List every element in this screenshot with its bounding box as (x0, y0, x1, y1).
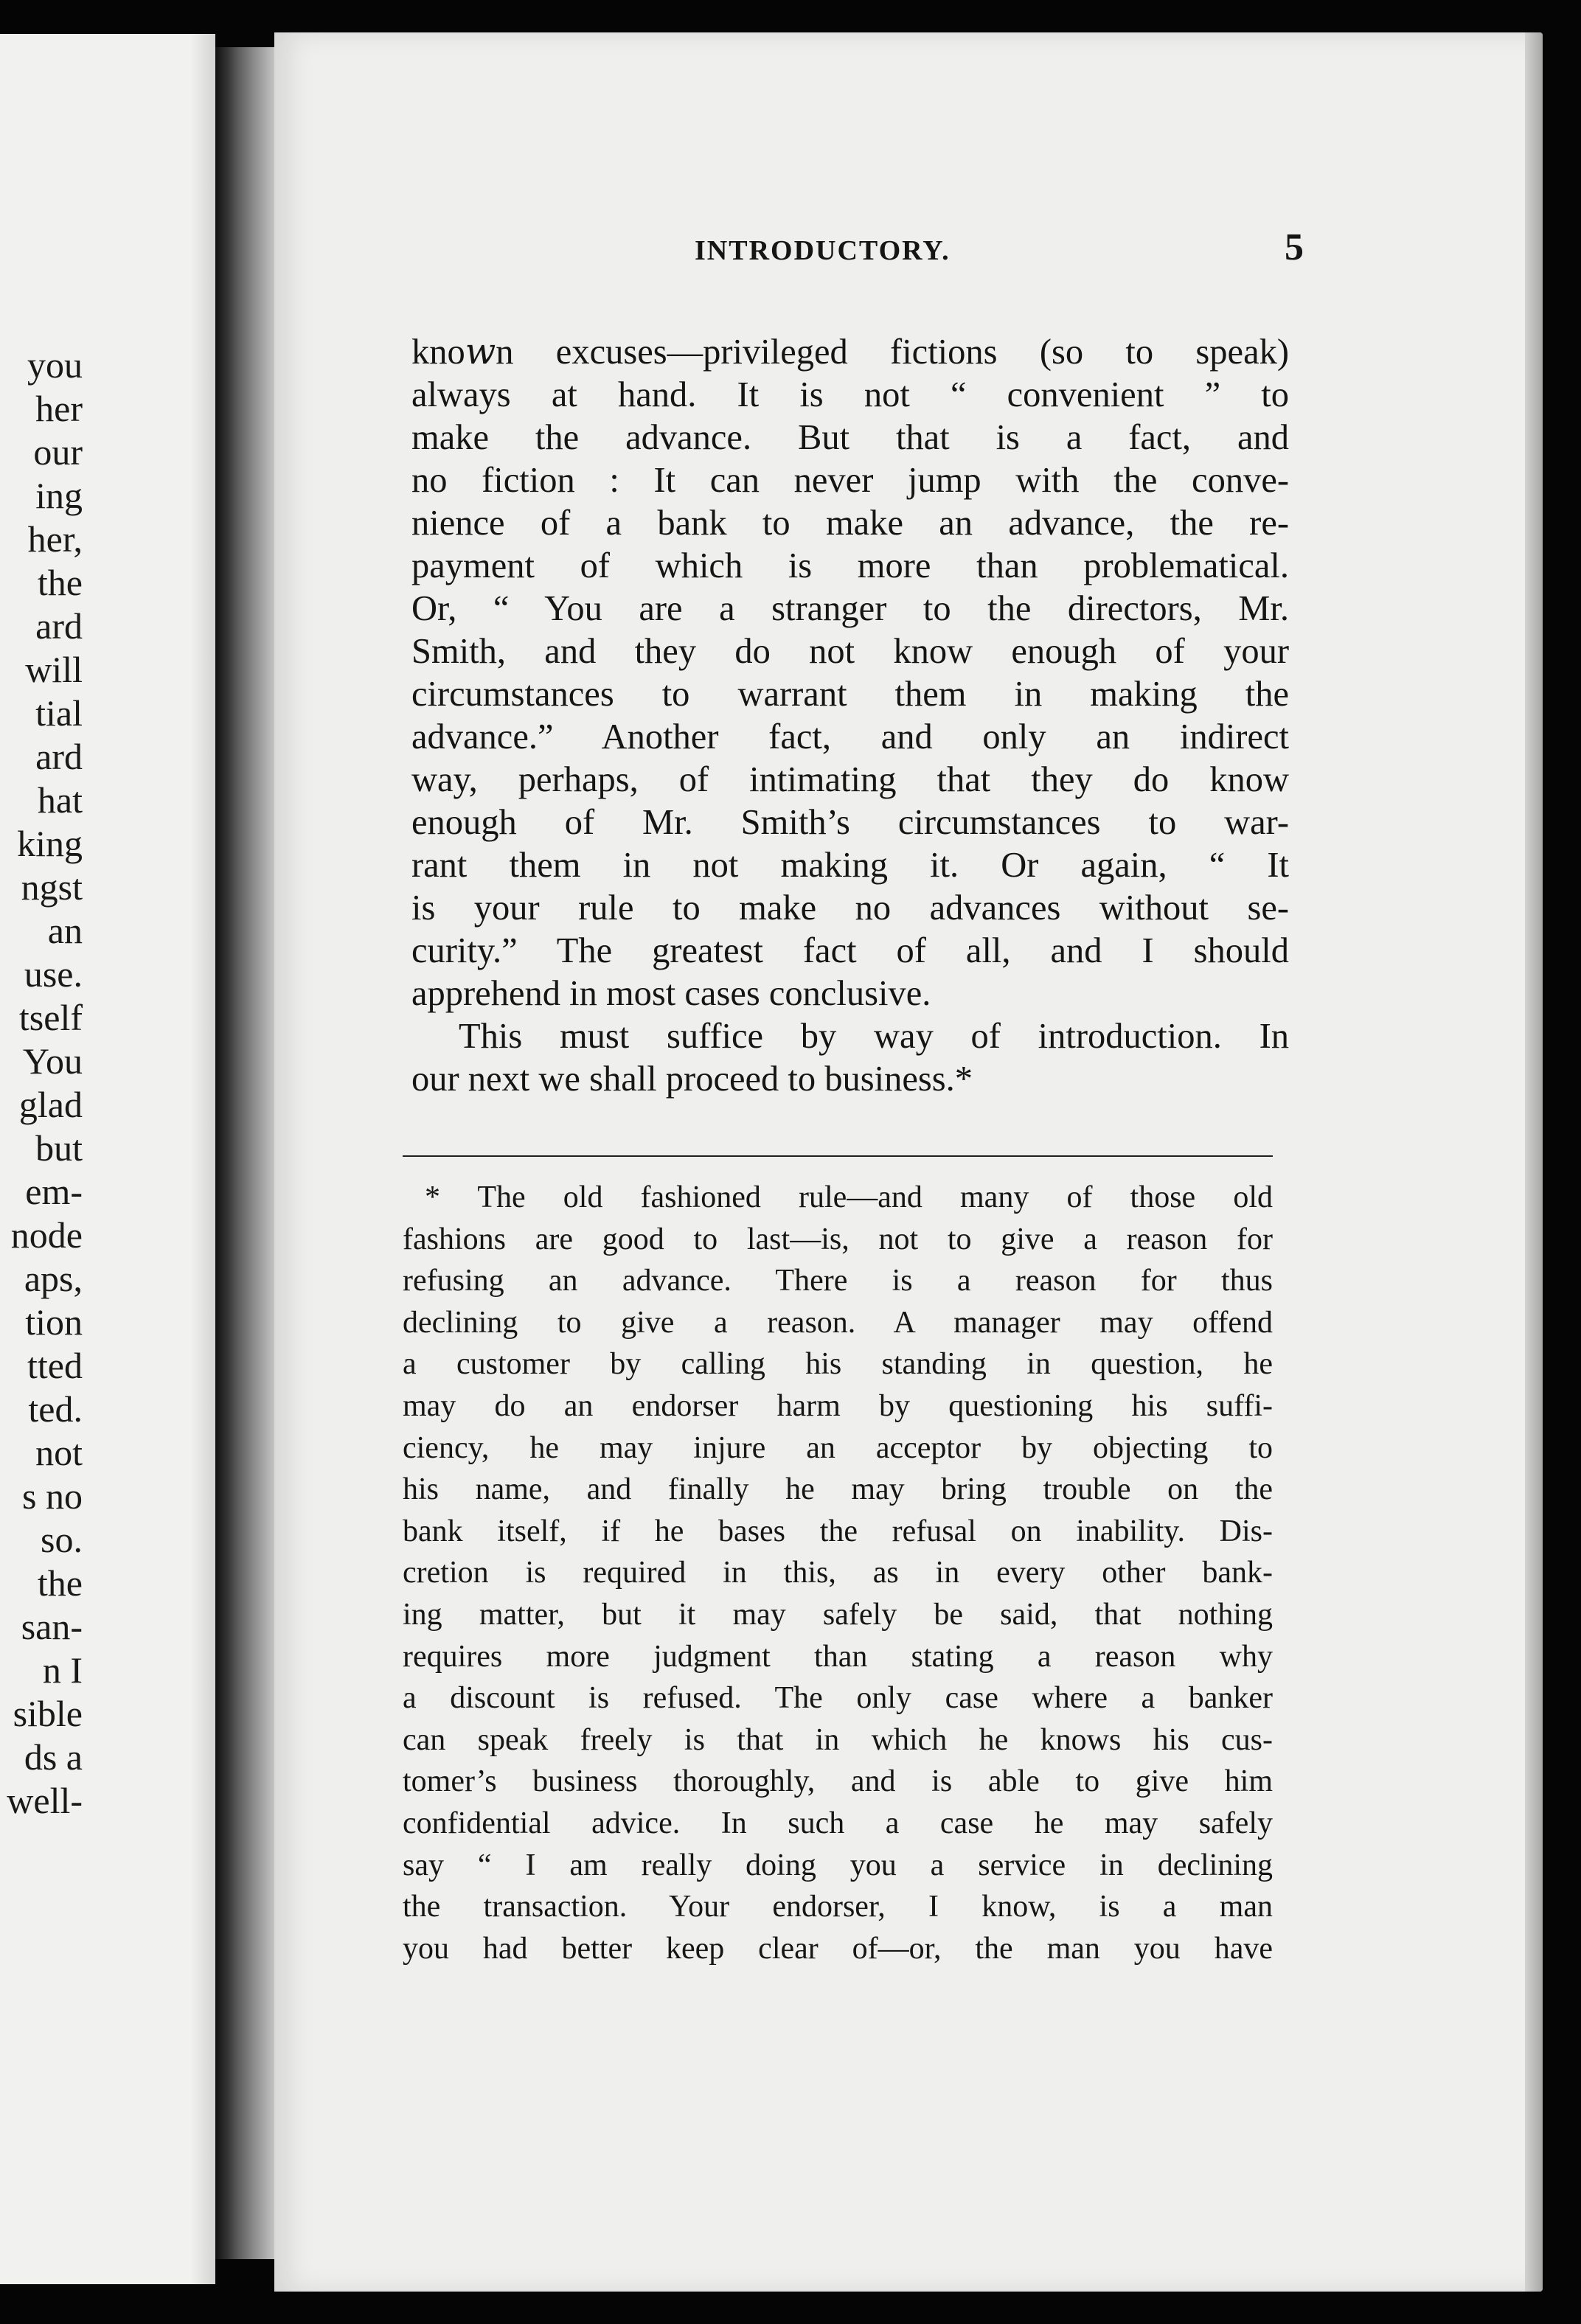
left-fragment: our (33, 431, 83, 473)
book-spine-shadow (215, 47, 276, 2259)
footnote-line: ciency, he may injure an acceptor by objecting to (403, 1430, 1273, 1465)
page-number: 5 (1285, 226, 1304, 268)
footnote-line: cretion is required in this, as in every other bank- (403, 1556, 1273, 1590)
left-fragment: You (22, 1040, 83, 1082)
left-fragment: use. (24, 953, 83, 995)
footnote-line: requires more judgment than stating a reason why (403, 1639, 1273, 1674)
running-header-title: INTRODUCTORY. (695, 235, 951, 266)
main-text-line: Or, “ You are a stranger to the directors, Mr. (411, 589, 1289, 628)
footnote-line: a discount is refused. The only case where a banker (403, 1681, 1273, 1716)
footnote-block (403, 1177, 1273, 1969)
footnote-line: tomer’s business thoroughly, and is able to give him (403, 1764, 1273, 1799)
left-fragment: node (10, 1214, 83, 1256)
footnote-line: declining to give a reason. A manager may offend (403, 1305, 1273, 1340)
left-fragment: ds a (24, 1736, 83, 1778)
main-text-line: circumstances to warrant them in making the (411, 675, 1289, 714)
left-fragment: so. (41, 1519, 83, 1560)
main-text-line: rant them in not making it. Or again, “ It (411, 846, 1289, 885)
left-fragment: an (47, 910, 83, 951)
left-fragment: aps, (24, 1258, 83, 1299)
main-text-block (411, 331, 1289, 1101)
left-fragment: but (35, 1127, 83, 1169)
left-page-text-fragments (0, 344, 83, 1823)
main-text-line: always at hand. It is not “ convenient ” to (411, 375, 1289, 414)
left-fragment: glad (18, 1084, 83, 1125)
main-text-line: kno𝑤n excuses—privileged fictions (so to speak) (411, 333, 1289, 372)
footnote-separator-rule (403, 1155, 1273, 1157)
main-text-line: apprehend in most cases conclusive. (411, 974, 931, 1013)
left-fragment: tted (27, 1345, 83, 1386)
main-text-line: make the advance. But that is a fact, and (411, 418, 1289, 457)
main-text-line: payment of which is more than problematical. (411, 546, 1289, 585)
left-fragment: tion (25, 1301, 83, 1343)
left-fragment: well- (7, 1780, 83, 1821)
main-text-line: This must suffice by way of introduction. In (459, 1017, 1289, 1056)
left-fragment: the (37, 562, 83, 603)
left-fragment: ard (35, 605, 83, 647)
left-fragment: ted. (28, 1388, 83, 1430)
left-fragment: hat (37, 779, 83, 821)
footnote-line: say “ I am really doing you a service in declining (403, 1848, 1273, 1882)
main-text-line: way, perhaps, of intimating that they do know (411, 760, 1289, 799)
left-fragment: n I (42, 1649, 83, 1691)
left-fragment: ard (35, 736, 83, 777)
left-fragment: her (35, 388, 83, 429)
left-fragment: tial (35, 692, 83, 734)
left-fragment: ngst (21, 866, 83, 908)
left-page-gutter-shadow (190, 34, 215, 2284)
left-fragment: em- (25, 1171, 83, 1212)
main-text-line: curity.” The greatest fact of all, and I should (411, 931, 1289, 970)
footnote-line: ing matter, but it may safely be said, that nothing (403, 1597, 1273, 1632)
footnote-line: * The old fashioned rule—and many of those old (425, 1180, 1273, 1214)
main-text-line: Smith, and they do not know enough of your (411, 632, 1289, 671)
footnote-line: can speak freely is that in which he knows his cus- (403, 1722, 1273, 1757)
main-text-line: nience of a bank to make an advance, the re- (411, 504, 1289, 543)
main-text-line: enough of Mr. Smith’s circumstances to war- (411, 803, 1289, 842)
footnote-line: the transaction. Your endorser, I know, is a man (403, 1890, 1273, 1924)
footnote-line: refusing an advance. There is a reason for thus (403, 1264, 1273, 1298)
footnote-line: you had better keep clear of—or, the man you have (403, 1931, 1273, 1966)
left-fragment: tself (18, 997, 83, 1038)
footnote-line: confidential advice. In such a case he may safely (403, 1806, 1273, 1840)
left-fragment: her, (27, 518, 83, 560)
main-text-line: our next we shall proceed to business.* (411, 1060, 973, 1099)
right-page (274, 32, 1543, 2292)
left-fragment: s no (22, 1475, 83, 1517)
footnote-line: fashions are good to last—is, not to give a reason for (403, 1222, 1273, 1256)
main-text-line: is your rule to make no advances without se- (411, 888, 1289, 928)
left-fragment: you (27, 344, 83, 386)
left-fragment: not (35, 1432, 83, 1473)
left-fragment: king (17, 823, 83, 864)
footnote-line: bank itself, if he bases the refusal on inability. Dis- (403, 1514, 1273, 1548)
left-fragment: ing (35, 475, 83, 516)
left-page (0, 34, 215, 2284)
left-fragment: san- (21, 1606, 83, 1647)
footnote-line: may do an endorser harm by questioning his suffi- (403, 1388, 1273, 1423)
left-fragment: sible (13, 1693, 83, 1734)
footnote-line: a customer by calling his standing in question, he (403, 1347, 1273, 1382)
main-text-line: advance.” Another fact, and only an indirect (411, 717, 1289, 756)
main-text-line: no fiction : It can never jump with the conve- (411, 461, 1289, 500)
left-fragment: will (25, 649, 83, 690)
right-page-edge (1525, 32, 1543, 2292)
footnote-line: his name, and finally he may bring trouble on the (403, 1472, 1273, 1507)
left-fragment: the (37, 1562, 83, 1604)
